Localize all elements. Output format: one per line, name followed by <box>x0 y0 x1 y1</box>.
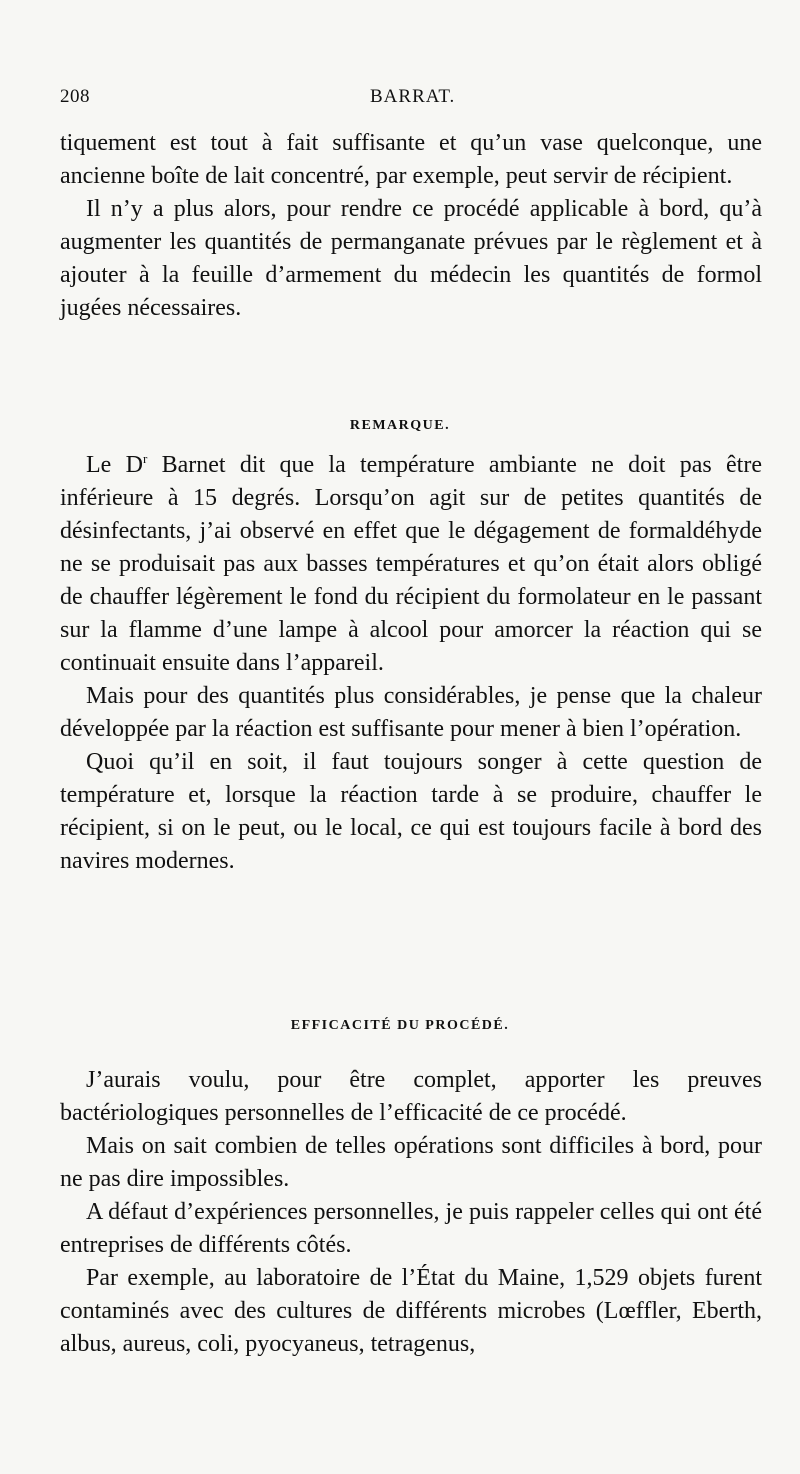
paragraph <box>60 449 762 680</box>
section-remarque <box>60 449 762 878</box>
paragraph: tiquement est tout à fait suffisante et qu’un vase quelconque, une ancienne boîte de lait concentré, par exemple, peut servir de récipient. <box>60 130 762 189</box>
section-continuation <box>60 127 762 325</box>
running-head: BARRAT. <box>370 86 456 107</box>
paragraph: Quoi qu’il en soit, il faut toujours songer à cette question de température et, lorsque la réaction tarde à se produire, chauffer le récipient, si on le peut, ou le local, ce qui est toujours facile à bord des navires modernes. <box>60 749 762 874</box>
superscript: r <box>142 451 148 466</box>
page-number: 208 <box>60 86 90 107</box>
paragraph: A défaut d’expériences personnelles, je puis rappeler celles qui ont été entreprises de différents côtés. <box>60 1199 762 1258</box>
paragraph: Par exemple, au laboratoire de l’État du Maine, 1,529 objets furent contaminés avec des cultures de différents microbes (Lœffler, Eberth, albus, aureus, coli, pyocyaneus, tetragenus, <box>60 1265 762 1357</box>
paragraph: Mais pour des quantités plus considérables, je pense que la chaleur développée par la réaction est suffisante pour mener à bien l’opération. <box>60 683 762 742</box>
section-heading-remarque: REMARQUE. <box>349 418 451 433</box>
page-header <box>60 86 760 112</box>
text-run: Barnet dit que la température ambiante ne doit pas être inférieure à 15 degrés. Lorsqu’on agit sur de petites quantités de désinfectants, j’ai observé en effet que le dégagement de formaldéhyde ne se produisait pas aux basses températures et qu’on était alors obligé de chauffer légèrement le fond du récipient du formolateur en le passant sur la flamme d’une lampe à alcool pour amorcer la réaction qui se continuait ensuite dans l’appareil. <box>60 452 762 676</box>
paragraph: J’aurais voulu, pour être complet, apporter les preuves bactériologiques personnelles de l’efficacité de ce procédé. <box>60 1067 762 1126</box>
paragraph: Mais on sait combien de telles opérations sont difficiles à bord, pour ne pas dire impossibles. <box>60 1133 762 1192</box>
section-efficacite <box>60 1064 762 1361</box>
section-heading-efficacite: EFFICACITÉ DU PROCÉDÉ. <box>290 1018 510 1033</box>
text-run: Le D <box>86 452 143 478</box>
paragraph: Il n’y a plus alors, pour rendre ce procédé applicable à bord, qu’à augmenter les quantités de permanganate prévues par le règlement et à ajouter à la feuille d’armement du médecin les quantités de formol jugées nécessaires. <box>60 196 762 321</box>
